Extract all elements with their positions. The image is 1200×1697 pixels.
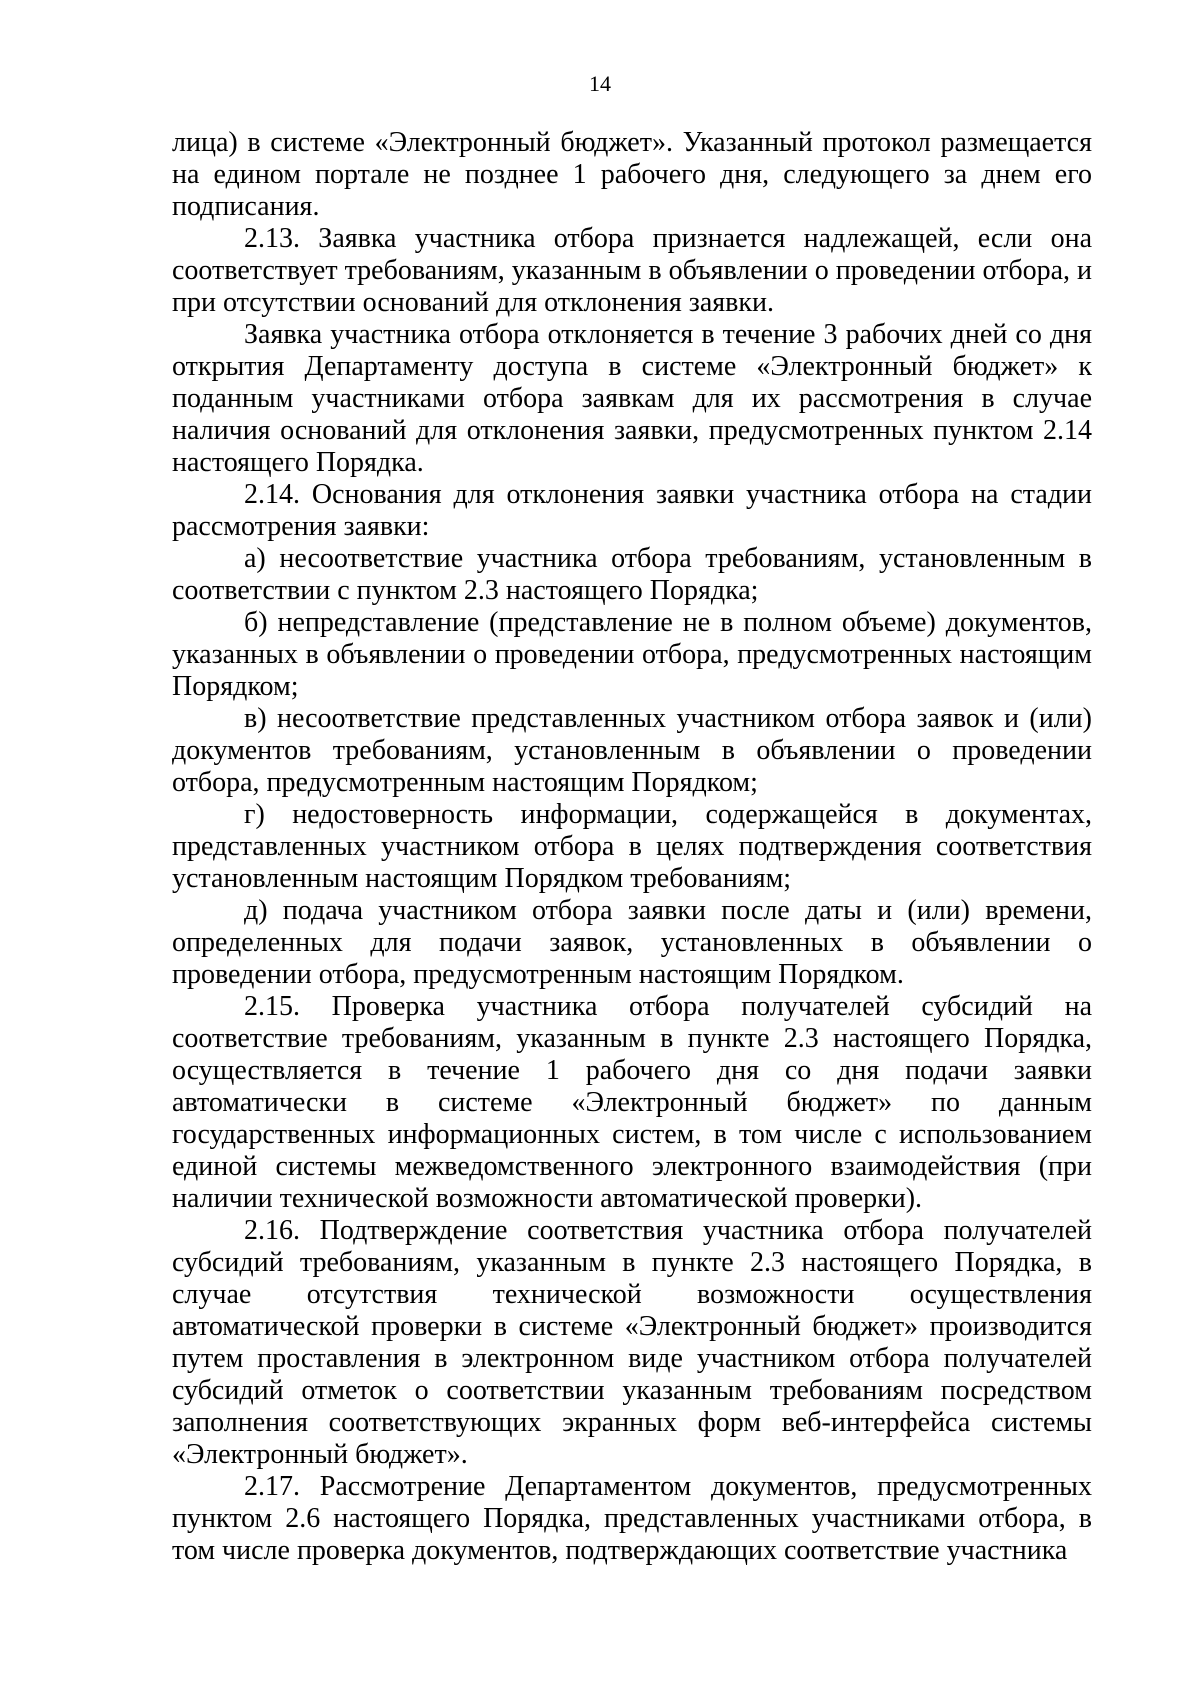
paragraph: а) несоответствие участника отбора требованиям, установленным в соответствии с пунктом 2.3 настоящего Порядка;: [172, 543, 1092, 606]
paragraph: 2.13. Заявка участника отбора признается надлежащей, если она соответствует требованиям, указанным в объявлении о проведении отбора, и при отсутствии оснований для отклонения заявки.: [172, 223, 1092, 318]
paragraph: Заявка участника отбора отклоняется в течение 3 рабочих дней со дня открытия Департаменту доступа в системе «Электронный бюджет» к поданным участниками отбора заявкам для их рассмотрения в случае наличия оснований для отклонения заявки, предусмотренных пунктом 2.14 настоящего Порядка.: [172, 319, 1092, 478]
page-number: 14: [589, 71, 611, 96]
paragraph: д) подача участником отбора заявки после даты и (или) времени, определенных для подачи заявок, установленных в объявлении о проведении отбора, предусмотренным настоящим Порядком.: [172, 895, 1092, 990]
paragraph: 2.15. Проверка участника отбора получателей субсидий на соответствие требованиям, указанным в пункте 2.3 настоящего Порядка, осуществляется в течение 1 рабочего дня со дня подачи заявки автоматически в системе «Электронный бюджет» по данным государственных информационных систем, в том числе с использованием единой системы межведомственного электронного взаимодействия (при наличии технической возможности автоматической проверки).: [172, 991, 1092, 1214]
paragraph: лица) в системе «Электронный бюджет». Указанный протокол размещается на едином портале не позднее 1 рабочего дня, следующего за днем его подписания.: [172, 127, 1092, 222]
paragraph: 2.16. Подтверждение соответствия участника отбора получателей субсидий требованиям, указанным в пункте 2.3 настоящего Порядка, в случае отсутствия технической возможности осуществления автоматической проверки в системе «Электронный бюджет» производится путем проставления в электронном виде участником отбора получателей субсидий отметок о соответствии указанным требованиям посредством заполнения соответствующих экранных форм веб-интерфейса системы «Электронный бюджет».: [172, 1215, 1092, 1470]
paragraph: г) недостоверность информации, содержащейся в документах, представленных участником отбора в целях подтверждения соответствия установленным настоящим Порядком требованиям;: [172, 799, 1092, 894]
document-body: [172, 127, 1092, 1567]
paragraph: б) непредставление (представление не в полном объеме) документов, указанных в объявлении о проведении отбора, предусмотренных настоящим Порядком;: [172, 607, 1092, 702]
paragraph: 2.14. Основания для отклонения заявки участника отбора на стадии рассмотрения заявки:: [172, 479, 1092, 542]
paragraph: 2.17. Рассмотрение Департаментом документов, предусмотренных пунктом 2.6 настоящего Порядка, представленных участниками отбора, в том числе проверка документов, подтверждающих соответствие участника: [172, 1471, 1092, 1566]
paragraph: в) несоответствие представленных участником отбора заявок и (или) документов требованиям, установленным в объявлении о проведении отбора, предусмотренным настоящим Порядком;: [172, 703, 1092, 798]
